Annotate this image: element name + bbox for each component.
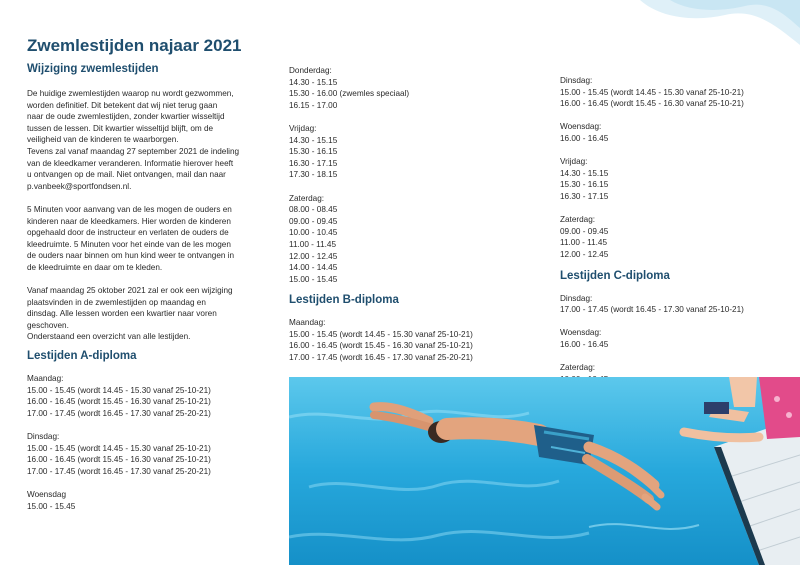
text-line: worden definitief. Dit betekent dat wij niet terug gaan [27, 100, 218, 110]
a-diploma-heading: Lestijden A-diploma [27, 350, 137, 363]
time-slot: 12.00 - 12.45 [560, 249, 609, 259]
time-slot: 16.30 - 17.15 [289, 158, 338, 168]
column-middle [289, 65, 539, 364]
text-line: naar de oude zwemlestijden, zonder kwartier wisseltijd [27, 112, 225, 122]
text-line: Vanaf maandag 25 oktober 2021 zal er ook een wijziging [27, 286, 233, 296]
time-slot: 17.00 - 17.45 (wordt 16.45 - 17.30 vanaf 25-20-21) [27, 408, 211, 418]
time-slot: 15.00 - 15.45 (wordt 14.45 - 15.30 vanaf 25-10-21) [27, 443, 211, 453]
b-diploma-heading: Lestijden B-diploma [289, 294, 399, 307]
a-donderdag-label: Donderdag: [289, 66, 332, 75]
time-slot: 15.00 - 15.45 (wordt 14.45 - 15.30 vanaf 25-10-21) [27, 385, 211, 395]
b-vrijdag-label: Vrijdag: [560, 157, 588, 167]
wijziging-paragraph-3 [27, 285, 252, 343]
time-slot: 17.00 - 17.45 (wordt 16.45 - 17.30 vanaf 25-10-21) [560, 305, 744, 315]
time-slot: 16.00 - 16.45 [560, 133, 609, 143]
column-right [560, 75, 795, 385]
a-maandag-label: Maandag: [27, 374, 64, 384]
page-title: Zwemlestijden najaar 2021 [27, 36, 242, 55]
wijziging-heading: Wijziging zwemlestijden [27, 63, 159, 75]
b-dinsdag-label: Dinsdag: [560, 76, 593, 85]
time-slot: 14.30 - 15.15 [289, 135, 338, 145]
text-line: Tevens zal vanaf maandag 27 september 2021 de indeling [27, 146, 240, 156]
text-line: de kleedruimte en daar om te kleden. [27, 262, 163, 272]
time-slot: 14.30 - 15.15 [560, 168, 609, 178]
text-line: tussen de lessen. Dit kwartier wisseltijd blijft, om de [27, 123, 214, 133]
pool-illustration [289, 377, 800, 565]
time-slot: 09.00 - 09.45 [560, 226, 609, 236]
c-dinsdag-label: Dinsdag: [560, 293, 593, 303]
text-line: De huidige zwemlestijden waarop nu wordt gezwommen, [27, 89, 234, 98]
wijziging-paragraph-2 [27, 204, 252, 274]
c-woensdag-label: Woensdag: [560, 328, 602, 338]
time-slot: 11.00 - 11.45 [560, 238, 608, 248]
text-line: kleedruimte. 5 Minuten voor het einde van de les mogen [27, 239, 231, 249]
text-line: 5 Minuten voor aanvang van de les mogen de ouders en [27, 204, 232, 214]
time-slot: 15.30 - 16.00 (zwemles speciaal) [289, 89, 410, 99]
time-slot: 16.00 - 16.45 (wordt 15.45 - 16.30 vanaf 25-10-21) [27, 397, 211, 407]
time-slot: 08.00 - 08.45 [289, 205, 338, 215]
a-dinsdag-label: Dinsdag: [27, 432, 60, 442]
time-slot: 17.00 - 17.45 (wordt 16.45 - 17.30 vanaf 25-20-21) [289, 353, 473, 363]
time-slot: 16.00 - 16.45 (wordt 15.45 - 16.30 vanaf 25-10-21) [289, 341, 473, 351]
text-line: u ontvangen op de mail. Niet ontvangen, mail dan naar [27, 170, 226, 180]
text-line: veiligheid van de kinderen te waarborgen. [27, 135, 179, 145]
time-slot: 16.30 - 17.15 [560, 191, 609, 201]
text-line: opgehaald door de instructeur en verlaten de ouders de [27, 228, 229, 238]
time-slot: 15.00 - 15.45 [27, 501, 76, 511]
time-slot: 10.00 - 10.45 [289, 228, 338, 238]
text-line: geschoven. [27, 320, 69, 330]
time-slot: 15.00 - 15.45 (wordt 14.45 - 15.30 vanaf 25-10-21) [560, 87, 744, 97]
time-slot: 16.00 - 16.45 (wordt 15.45 - 16.30 vanaf 25-10-21) [560, 99, 744, 109]
text-line: kinderen naar de kleedkamers. Hier worden de kinderen [27, 216, 231, 226]
text-line: Onderstaand een overzicht van alle lestijden. [27, 332, 191, 342]
text-line: plaatsvinden in de zwemlestijden op maandag en [27, 297, 206, 307]
time-slot: 16.00 - 16.45 (wordt 15.45 - 16.30 vanaf 25-10-21) [27, 455, 211, 465]
decorative-wave [600, 0, 800, 70]
time-slot: 16.15 - 17.00 [289, 100, 338, 110]
time-slot: 11.00 - 11.45 [289, 239, 337, 249]
time-slot: 17.00 - 17.45 (wordt 16.45 - 17.30 vanaf 25-20-21) [27, 466, 211, 476]
time-slot: 14.00 - 14.45 [289, 263, 338, 273]
time-slot: 09.00 - 09.45 [289, 216, 338, 226]
time-slot: 16.00 - 16.45 [560, 339, 609, 349]
time-slot: 15.00 - 15.45 (wordt 14.45 - 15.30 vanaf 25-10-21) [289, 329, 473, 339]
time-slot: 15.30 - 16.15 [560, 180, 609, 190]
time-slot: 15.30 - 16.15 [289, 147, 338, 157]
text-line: van de kleedkamer veranderen. Informatie hierover heeft [27, 158, 234, 168]
b-woensdag-label: Woensdag: [560, 122, 602, 132]
text-line: de ouders naar binnen om hun kind weer te ontvangen in [27, 251, 235, 261]
column-left [27, 36, 252, 512]
time-slot: 14.30 - 15.15 [289, 77, 338, 87]
b-zaterdag-label: Zaterdag: [560, 215, 596, 225]
time-slot: 15.00 - 15.45 [289, 274, 338, 284]
pool-photo [289, 377, 800, 565]
a-zaterdag-label: Zaterdag: [289, 193, 325, 203]
time-slot: 17.30 - 18.15 [289, 170, 338, 180]
a-woensdag-label: Woensdag [27, 490, 66, 499]
time-slot: 12.00 - 12.45 [289, 251, 338, 261]
a-vrijdag-label: Vrijdag: [289, 123, 317, 133]
c-diploma-heading: Lestijden C-diploma [560, 269, 670, 282]
text-line: dinsdag. Alle lessen worden een kwartier naar voren [27, 309, 217, 319]
c-zaterdag-label: Zaterdag: [560, 363, 596, 373]
email-link[interactable]: p.vanbeek@sportfondsen.nl. [27, 181, 132, 191]
wijziging-paragraph-1 [27, 88, 252, 192]
b-maandag-label: Maandag: [289, 318, 326, 328]
